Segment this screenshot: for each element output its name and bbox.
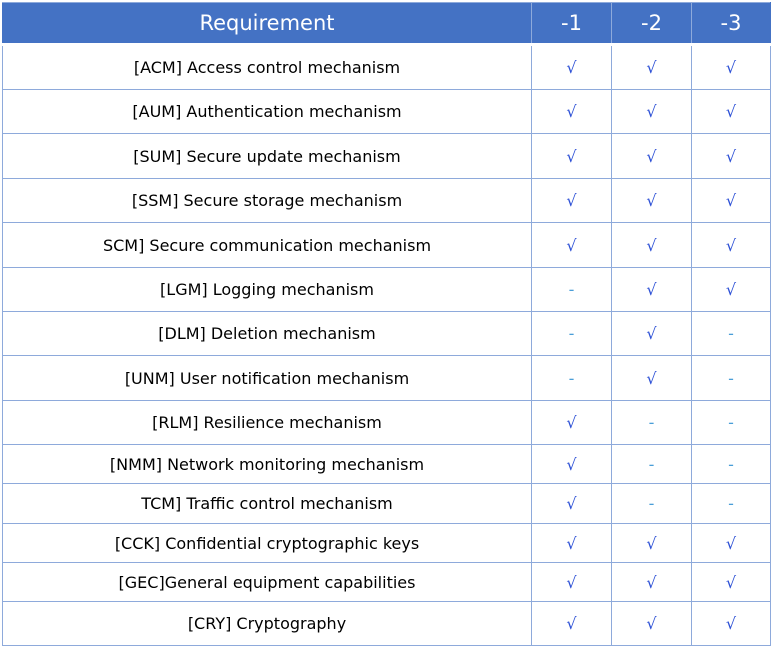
level-2-cell: √ (612, 223, 692, 268)
level-1-cell: √ (532, 524, 612, 563)
requirements-table (2, 2, 771, 646)
level-2-cell: √ (612, 268, 692, 312)
level-3-cell: √ (692, 524, 771, 563)
requirement-cell: [NMM] Network monitoring mechanism (3, 445, 532, 484)
level-2-cell: - (612, 445, 692, 484)
level-3-cell: - (692, 445, 771, 484)
level-1-cell: √ (532, 401, 612, 445)
level-1-cell: √ (532, 223, 612, 268)
table-row (3, 563, 771, 602)
table-row (3, 401, 771, 445)
table-row (3, 602, 771, 646)
table-body (3, 45, 771, 646)
table-header (3, 3, 771, 45)
level-2-cell: √ (612, 524, 692, 563)
level-2-cell: - (612, 401, 692, 445)
level-2-cell: √ (612, 134, 692, 179)
level-3-cell: √ (692, 179, 771, 223)
requirement-cell: [UNM] User notification mechanism (3, 356, 532, 401)
level-1-cell: √ (532, 563, 612, 602)
level-3-cell: - (692, 356, 771, 401)
level-3-cell: √ (692, 45, 771, 90)
table-row (3, 179, 771, 223)
requirement-cell: SCM] Secure communication mechanism (3, 223, 532, 268)
header-level-2: -2 (612, 3, 692, 45)
table-row (3, 45, 771, 90)
table-row (3, 524, 771, 563)
table-row (3, 356, 771, 401)
level-1-cell: √ (532, 134, 612, 179)
level-1-cell: √ (532, 90, 612, 134)
level-3-cell: - (692, 484, 771, 524)
level-3-cell: - (692, 312, 771, 356)
requirement-cell: [CCK] Confidential cryptographic keys (3, 524, 532, 563)
table-row (3, 268, 771, 312)
table-row (3, 90, 771, 134)
level-3-cell: √ (692, 268, 771, 312)
requirement-cell: [GEC]General equipment capabilities (3, 563, 532, 602)
level-3-cell: √ (692, 90, 771, 134)
requirement-cell: [ACM] Access control mechanism (3, 45, 532, 90)
level-1-cell: - (532, 268, 612, 312)
level-1-cell: - (532, 312, 612, 356)
header-requirement: Requirement (3, 3, 532, 45)
level-1-cell: √ (532, 445, 612, 484)
level-1-cell: √ (532, 484, 612, 524)
level-1-cell: √ (532, 45, 612, 90)
level-3-cell: √ (692, 602, 771, 646)
requirement-cell: TCM] Traffic control mechanism (3, 484, 532, 524)
level-2-cell: √ (612, 602, 692, 646)
level-2-cell: √ (612, 90, 692, 134)
requirement-cell: [CRY] Cryptography (3, 602, 532, 646)
table-row (3, 312, 771, 356)
header-row (3, 3, 771, 45)
table-row (3, 484, 771, 524)
level-2-cell: √ (612, 45, 692, 90)
requirement-cell: [LGM] Logging mechanism (3, 268, 532, 312)
header-level-3: -3 (692, 3, 771, 45)
requirement-cell: [SSM] Secure storage mechanism (3, 179, 532, 223)
level-2-cell: √ (612, 563, 692, 602)
level-2-cell: √ (612, 356, 692, 401)
requirement-cell: [DLM] Deletion mechanism (3, 312, 532, 356)
table-row (3, 223, 771, 268)
level-2-cell: √ (612, 312, 692, 356)
level-3-cell: √ (692, 223, 771, 268)
level-1-cell: √ (532, 602, 612, 646)
level-3-cell: √ (692, 134, 771, 179)
header-level-1: -1 (532, 3, 612, 45)
table-row (3, 445, 771, 484)
requirement-cell: [SUM] Secure update mechanism (3, 134, 532, 179)
level-3-cell: √ (692, 563, 771, 602)
level-3-cell: - (692, 401, 771, 445)
level-1-cell: - (532, 356, 612, 401)
level-1-cell: √ (532, 179, 612, 223)
table-row (3, 134, 771, 179)
requirement-cell: [AUM] Authentication mechanism (3, 90, 532, 134)
level-2-cell: - (612, 484, 692, 524)
level-2-cell: √ (612, 179, 692, 223)
requirement-cell: [RLM] Resilience mechanism (3, 401, 532, 445)
